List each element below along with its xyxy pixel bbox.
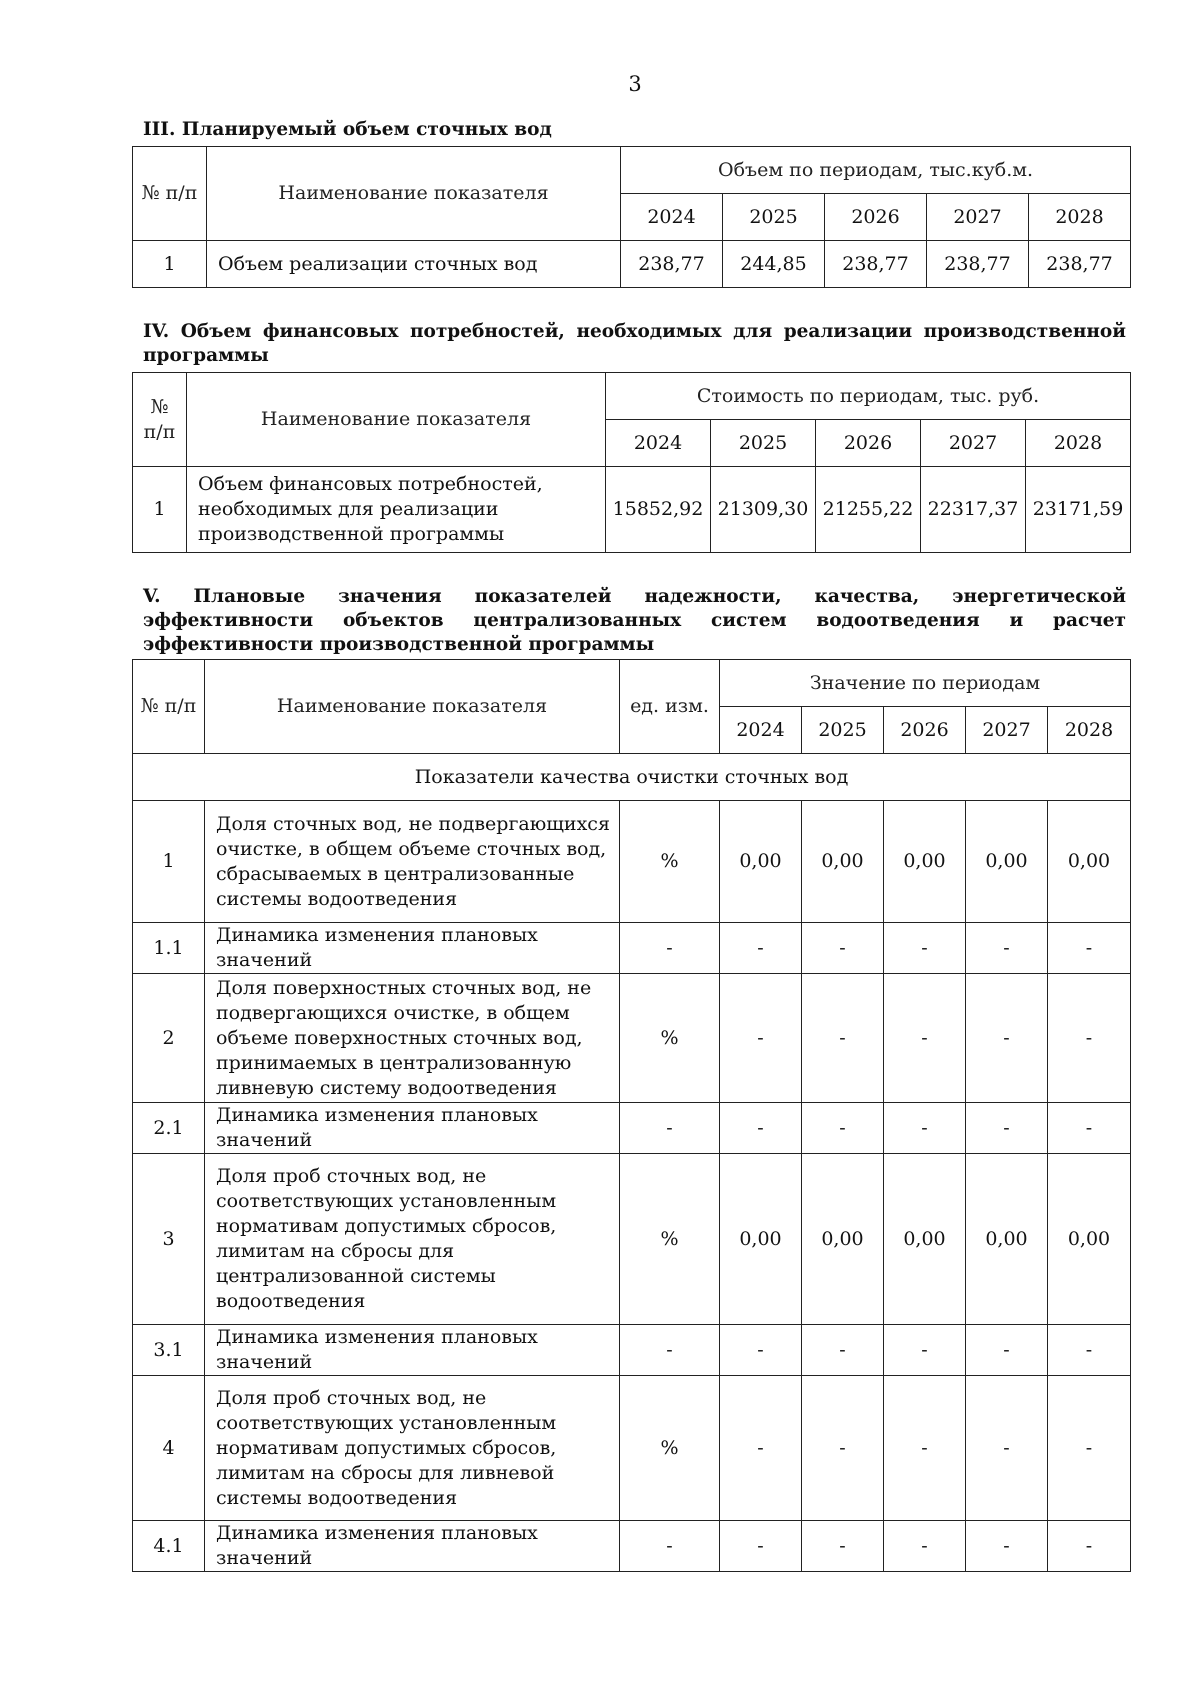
row-value: - (802, 1521, 884, 1572)
row-value: - (720, 1376, 802, 1521)
row-unit: % (620, 1376, 720, 1521)
col-num-header: № п/п (133, 147, 207, 241)
row-value: - (1048, 1521, 1131, 1572)
row-value: 21309,30 (711, 467, 816, 553)
year-header: 2024 (606, 420, 711, 467)
row-name: Динамика изменения плановых значений (205, 1521, 620, 1572)
row-value: 238,77 (1029, 241, 1131, 288)
row-value: - (884, 1376, 966, 1521)
row-unit: % (620, 974, 720, 1103)
row-value: - (720, 974, 802, 1103)
col-periods-header: Значение по периодам (720, 660, 1131, 707)
row-num: 2 (133, 974, 205, 1103)
row-value: 15852,92 (606, 467, 711, 553)
table-row (133, 974, 1131, 1103)
row-num: 3.1 (133, 1325, 205, 1376)
row-unit: - (620, 1103, 720, 1154)
row-value: 0,00 (802, 1154, 884, 1325)
table-row (133, 467, 1131, 553)
year-header: 2025 (711, 420, 816, 467)
year-header: 2027 (927, 194, 1029, 241)
row-value: 0,00 (1048, 801, 1131, 923)
row-value: - (1048, 1103, 1131, 1154)
row-name: Доля сточных вод, не подвергающихся очистке, в общем объеме сточных вод, сбрасываемых в централизованные системы водоотведения (205, 801, 620, 923)
row-value: 0,00 (802, 801, 884, 923)
year-header: 2028 (1029, 194, 1131, 241)
page-number: 3 (628, 72, 642, 96)
row-name: Динамика изменения плановых значений (205, 1103, 620, 1154)
group-title: Показатели качества очистки сточных вод (133, 754, 1131, 801)
year-header: 2024 (720, 707, 802, 754)
row-num: 4.1 (133, 1521, 205, 1572)
row-num: 2.1 (133, 1103, 205, 1154)
row-value: 0,00 (884, 1154, 966, 1325)
row-value: - (1048, 923, 1131, 974)
row-value: 238,77 (621, 241, 723, 288)
row-name: Доля проб сточных вод, не соответствующих установленным нормативам допустимых сбросов, лимитам на сбросы для централизованной системы водоотведения (205, 1154, 620, 1325)
section3-table (132, 146, 1131, 288)
year-header: 2026 (884, 707, 966, 754)
row-name: Динамика изменения плановых значений (205, 923, 620, 974)
table-row (133, 1154, 1131, 1325)
row-name: Доля поверхностных сточных вод, не подвергающихся очистке, в общем объеме поверхностных сточных вод, принимаемых в централизованную ливневую систему водоотведения (205, 974, 620, 1103)
row-name: Динамика изменения плановых значений (205, 1325, 620, 1376)
year-header: 2027 (921, 420, 1026, 467)
row-value: - (720, 1521, 802, 1572)
row-value: - (720, 923, 802, 974)
row-value: - (1048, 1376, 1131, 1521)
row-value: - (802, 923, 884, 974)
row-num: 3 (133, 1154, 205, 1325)
row-value: 244,85 (723, 241, 825, 288)
year-header: 2028 (1026, 420, 1131, 467)
row-value: - (884, 1325, 966, 1376)
row-value: 238,77 (825, 241, 927, 288)
section4-table (132, 372, 1131, 553)
row-unit: % (620, 1154, 720, 1325)
section5-table (132, 659, 1131, 1572)
section3-heading: III. Планируемый объем сточных вод (143, 119, 552, 140)
col-unit-header: ед. изм. (620, 660, 720, 754)
row-value: - (802, 1103, 884, 1154)
year-header: 2026 (825, 194, 927, 241)
row-value: - (884, 974, 966, 1103)
col-periods-header: Объем по периодам, тыс.куб.м. (621, 147, 1131, 194)
row-value: - (802, 1325, 884, 1376)
table-row (133, 801, 1131, 923)
year-header: 2026 (816, 420, 921, 467)
row-value: - (720, 1103, 802, 1154)
row-unit: - (620, 923, 720, 974)
row-value: - (1048, 1325, 1131, 1376)
col-name-header: Наименование показателя (187, 373, 606, 467)
row-value: 238,77 (927, 241, 1029, 288)
year-header: 2025 (802, 707, 884, 754)
row-value: 0,00 (966, 1154, 1048, 1325)
row-value: 0,00 (1048, 1154, 1131, 1325)
table-row (133, 241, 1131, 288)
table-row (133, 1103, 1131, 1154)
row-value: 23171,59 (1026, 467, 1131, 553)
row-value: 0,00 (720, 1154, 802, 1325)
row-value: - (966, 974, 1048, 1103)
row-value: 0,00 (720, 801, 802, 923)
section5-heading: V. Плановые значения показателей надежности, качества, энергетической эффективности объектов централизованных систем водоотведения и расчет эффективности производственной программы (143, 586, 1126, 655)
row-value: - (1048, 974, 1131, 1103)
row-value: - (966, 1325, 1048, 1376)
row-value: - (884, 1103, 966, 1154)
col-name-header: Наименование показателя (207, 147, 621, 241)
section4-heading: IV. Объем финансовых потребностей, необходимых для реализации производственной программы (143, 321, 1126, 366)
row-value: 0,00 (884, 801, 966, 923)
row-unit: - (620, 1521, 720, 1572)
row-value: 0,00 (966, 801, 1048, 923)
row-value: - (966, 923, 1048, 974)
table-row (133, 1521, 1131, 1572)
table-row (133, 1376, 1131, 1521)
col-periods-header: Стоимость по периодам, тыс. руб. (606, 373, 1131, 420)
table-row (133, 923, 1131, 974)
row-name: Доля проб сточных вод, не соответствующих установленным нормативам допустимых сбросов, лимитам на сбросы для ливневой системы водоотведения (205, 1376, 620, 1521)
row-value: 21255,22 (816, 467, 921, 553)
row-num: 1.1 (133, 923, 205, 974)
row-name: Объем финансовых потребностей, необходимых для реализации производственной программы (187, 467, 606, 553)
row-value: - (966, 1376, 1048, 1521)
col-num-header: № п/п (133, 660, 205, 754)
row-unit: % (620, 801, 720, 923)
row-value: - (884, 1521, 966, 1572)
row-value: 22317,37 (921, 467, 1026, 553)
row-name: Объем реализации сточных вод (207, 241, 621, 288)
table-row (133, 1325, 1131, 1376)
year-header: 2024 (621, 194, 723, 241)
row-value: - (966, 1521, 1048, 1572)
row-num: 1 (133, 801, 205, 923)
year-header: 2028 (1048, 707, 1131, 754)
row-value: - (720, 1325, 802, 1376)
col-name-header: Наименование показателя (205, 660, 620, 754)
row-num: 1 (133, 241, 207, 288)
row-num: 1 (133, 467, 187, 553)
row-value: - (884, 923, 966, 974)
col-num-header: № п/п (133, 373, 187, 467)
row-value: - (802, 1376, 884, 1521)
row-value: - (966, 1103, 1048, 1154)
year-header: 2025 (723, 194, 825, 241)
row-value: - (802, 974, 884, 1103)
year-header: 2027 (966, 707, 1048, 754)
row-num: 4 (133, 1376, 205, 1521)
row-unit: - (620, 1325, 720, 1376)
